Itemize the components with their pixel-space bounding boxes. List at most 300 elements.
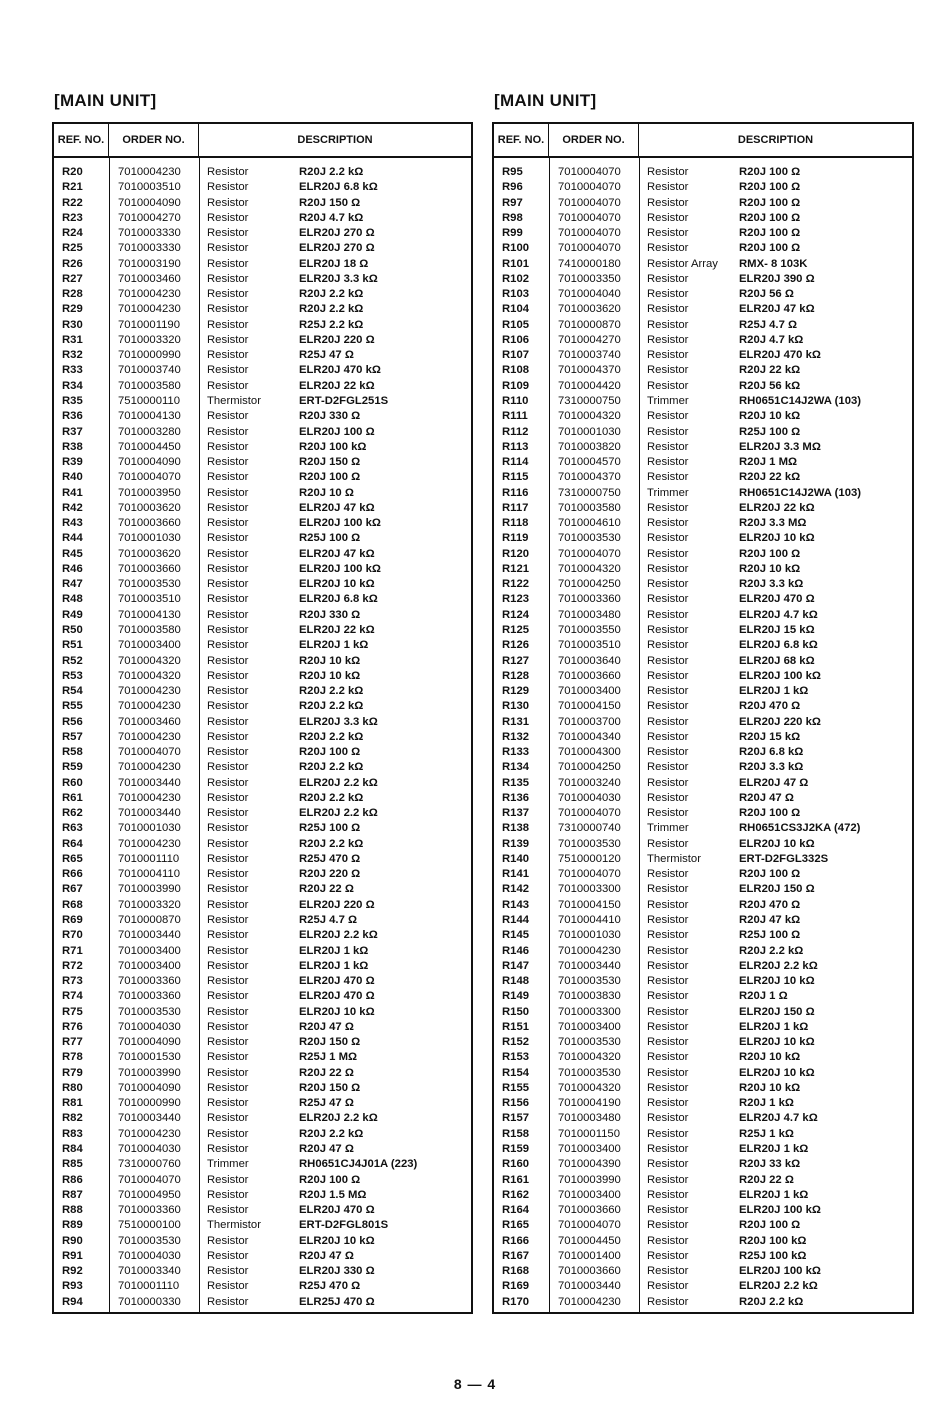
part-type-cell: Resistor xyxy=(207,715,249,728)
part-type-cell: Resistor xyxy=(207,318,249,331)
spec-cell: R20J 10 kΩ xyxy=(739,1051,801,1064)
spec-cell: R20J 100 Ω xyxy=(739,227,801,240)
order-no-cell: 7010004230 xyxy=(118,166,181,178)
order-no-cell: 7310000740 xyxy=(558,822,621,835)
part-type-cell: Resistor xyxy=(207,227,249,240)
order-no-cell: 7010003360 xyxy=(118,975,181,988)
order-no-cell: 7010003580 xyxy=(118,379,181,392)
order-no-cell: 7010003330 xyxy=(118,242,181,255)
table-row xyxy=(494,272,912,287)
table-row xyxy=(54,455,471,470)
order-no-cell: 7010000990 xyxy=(118,349,181,362)
part-type-cell: Resistor xyxy=(207,776,249,789)
table-row xyxy=(54,730,471,745)
order-no-cell: 7010004230 xyxy=(118,685,181,698)
spec-cell: ELR20J 10 kΩ xyxy=(299,578,375,591)
part-type-cell: Resistor xyxy=(647,1020,689,1033)
ref-no-cell: R151 xyxy=(502,1020,530,1033)
order-no-cell: 7010004610 xyxy=(558,517,621,530)
table-row xyxy=(494,211,912,226)
ref-no-cell: R141 xyxy=(502,868,530,881)
part-type-cell: Resistor xyxy=(207,959,249,972)
order-no-cell: 7010003830 xyxy=(558,990,621,1003)
spec-cell: R20J 22 kΩ xyxy=(739,364,801,377)
spec-cell: R20J 100 Ω xyxy=(739,196,801,209)
table-row xyxy=(54,623,471,638)
order-no-cell: 7010003990 xyxy=(118,883,181,896)
table-row xyxy=(494,1035,912,1050)
spec-cell: R25J 1 MΩ xyxy=(299,1051,358,1064)
table-row xyxy=(54,1188,471,1203)
order-no-cell: 7010003990 xyxy=(118,1066,181,1079)
ref-no-cell: R126 xyxy=(502,639,530,652)
ref-no-cell: R148 xyxy=(502,975,530,988)
ref-no-cell: R98 xyxy=(502,211,523,224)
order-no-cell: 7010003660 xyxy=(118,517,181,530)
order-no-cell: 7010003190 xyxy=(118,257,181,270)
order-no-cell: 7010004320 xyxy=(558,410,621,423)
table-row xyxy=(494,379,912,394)
order-no-cell: 7010004070 xyxy=(558,196,621,209)
part-type-cell: Resistor xyxy=(647,1188,689,1201)
table-row xyxy=(54,959,471,974)
spec-cell: R20J 2.2 kΩ xyxy=(299,761,364,774)
order-no-cell: 7010004230 xyxy=(118,700,181,713)
ref-no-cell: R22 xyxy=(62,196,83,209)
part-type-cell: Resistor xyxy=(647,166,689,178)
ref-no-cell: R61 xyxy=(62,791,83,804)
part-type-cell: Resistor xyxy=(647,898,689,911)
ref-no-cell: R107 xyxy=(502,349,530,362)
order-no-cell: 7010004320 xyxy=(118,654,181,667)
order-no-cell: 7310000750 xyxy=(558,486,621,499)
ref-no-cell: R80 xyxy=(62,1081,83,1094)
spec-cell: R20J 10 kΩ xyxy=(739,562,801,575)
order-no-cell: 7010001110 xyxy=(118,852,180,865)
ref-no-cell: R167 xyxy=(502,1249,530,1262)
part-type-cell: Resistor xyxy=(647,227,689,240)
part-type-cell: Trimmer xyxy=(207,1158,249,1171)
order-no-cell: 7010003480 xyxy=(558,608,621,621)
table-row xyxy=(494,1142,912,1157)
order-no-cell: 7010004070 xyxy=(558,227,621,240)
spec-cell: R25J 1 kΩ xyxy=(739,1127,794,1140)
order-no-cell: 7010003530 xyxy=(118,1234,181,1247)
spec-cell: R20J 1.5 MΩ xyxy=(299,1188,367,1201)
table-row xyxy=(494,1264,912,1279)
ref-no-cell: R115 xyxy=(502,471,529,484)
table-row xyxy=(54,944,471,959)
part-type-cell: Resistor xyxy=(207,1265,249,1278)
table-row xyxy=(494,1096,912,1111)
table-row xyxy=(494,669,912,684)
table-row xyxy=(494,745,912,760)
ref-no-cell: R160 xyxy=(502,1158,530,1171)
table-row xyxy=(54,1111,471,1126)
part-type-cell: Resistor xyxy=(207,700,249,713)
table-row xyxy=(494,562,912,577)
header-description: DESCRIPTION xyxy=(737,134,814,146)
ref-no-cell: R114 xyxy=(502,456,529,469)
order-no-cell: 7010004420 xyxy=(558,379,621,392)
spec-cell: ELR20J 47 kΩ xyxy=(299,547,375,560)
order-no-cell: 7010003400 xyxy=(118,944,181,957)
ref-no-cell: R51 xyxy=(62,639,83,652)
order-no-cell: 7010004090 xyxy=(118,196,181,209)
spec-cell: R20J 100 Ω xyxy=(739,1219,801,1232)
ref-no-cell: R118 xyxy=(502,517,529,530)
table-row xyxy=(494,1050,912,1065)
ref-no-cell: R149 xyxy=(502,990,530,1003)
part-type-cell: Resistor xyxy=(207,1249,249,1262)
ref-no-cell: R52 xyxy=(62,654,83,667)
table-row xyxy=(54,928,471,943)
order-no-cell: 7010001190 xyxy=(118,318,180,331)
part-type-cell: Trimmer xyxy=(647,394,689,407)
spec-cell: ELR20J 6.8 kΩ xyxy=(299,593,378,606)
ref-no-cell: R155 xyxy=(502,1081,530,1094)
part-type-cell: Resistor xyxy=(207,639,249,652)
left-parts-section xyxy=(52,90,473,1314)
spec-cell: R20J 4.7 kΩ xyxy=(299,211,364,224)
spec-cell: ELR20J 22 kΩ xyxy=(739,501,815,514)
spec-cell: ELR20J 100 kΩ xyxy=(739,1204,821,1217)
table-row xyxy=(494,333,912,348)
spec-cell: ELR20J 470 Ω xyxy=(739,593,815,606)
order-no-cell: 7010004070 xyxy=(558,181,621,194)
table-row xyxy=(54,913,471,928)
spec-cell: R20J 220 Ω xyxy=(299,868,361,881)
spec-cell: R20J 1 Ω xyxy=(739,990,788,1003)
order-no-cell: 7010004340 xyxy=(558,730,621,743)
part-type-cell: Resistor xyxy=(207,654,249,667)
part-type-cell: Resistor xyxy=(647,593,689,606)
order-no-cell: 7010004570 xyxy=(558,456,621,469)
spec-cell: ELR20J 220 Ω xyxy=(299,333,375,346)
order-no-cell: 7010004130 xyxy=(118,410,181,423)
order-no-cell: 7010003350 xyxy=(558,272,621,285)
ref-no-cell: R32 xyxy=(62,349,83,362)
part-type-cell: Resistor xyxy=(207,1173,249,1186)
order-no-cell: 7010001400 xyxy=(558,1249,621,1262)
ref-no-cell: R113 xyxy=(502,440,529,453)
order-no-cell: 7010004030 xyxy=(118,1143,181,1155)
ref-no-cell: R165 xyxy=(502,1219,530,1232)
order-no-cell: 7010004230 xyxy=(118,837,181,850)
table-row xyxy=(494,1157,912,1172)
part-type-cell: Resistor xyxy=(207,1036,249,1049)
spec-cell: R20J 100 kΩ xyxy=(739,1234,807,1247)
header-ref-no: REF. NO. xyxy=(54,124,109,156)
spec-cell: R20J 3.3 MΩ xyxy=(739,517,807,530)
ref-no-cell: R70 xyxy=(62,929,83,942)
table-row xyxy=(54,196,471,211)
section-title: [MAIN UNIT] xyxy=(494,91,597,110)
part-type-cell: Resistor xyxy=(647,1005,689,1018)
spec-cell: ELR20J 22 kΩ xyxy=(299,623,375,636)
header-description: DESCRIPTION xyxy=(297,134,373,146)
table-row xyxy=(54,776,471,791)
order-no-cell: 7010003660 xyxy=(118,562,181,575)
spec-cell: R25J 100 Ω xyxy=(299,532,361,545)
spec-cell: R20J 10 kΩ xyxy=(299,654,361,667)
order-no-cell: 7010004250 xyxy=(558,761,621,774)
table-row xyxy=(494,928,912,943)
ref-no-cell: R71 xyxy=(62,944,83,957)
spec-cell: ELR20J 1 kΩ xyxy=(299,959,369,972)
ref-no-cell: R97 xyxy=(502,196,523,209)
order-no-cell: 7010004130 xyxy=(118,608,181,621)
order-no-cell: 7010000990 xyxy=(118,1097,181,1110)
part-type-cell: Resistor xyxy=(647,1066,689,1079)
ref-no-cell: R134 xyxy=(502,761,530,774)
table-row xyxy=(54,180,471,195)
ref-no-cell: R116 xyxy=(502,486,529,499)
order-no-cell: 7010004070 xyxy=(558,242,621,255)
table-row xyxy=(494,425,912,440)
ref-no-cell: R154 xyxy=(502,1066,530,1079)
part-type-cell: Resistor xyxy=(207,501,249,514)
order-no-cell: 7010004150 xyxy=(558,898,621,911)
part-type-cell: Resistor xyxy=(647,791,689,804)
order-no-cell: 7010003330 xyxy=(118,227,181,240)
table-row xyxy=(494,852,912,867)
part-type-cell: Trimmer xyxy=(647,486,689,499)
spec-cell: ELR20J 220 Ω xyxy=(299,898,375,911)
part-type-cell: Resistor xyxy=(647,1051,689,1064)
ref-no-cell: R40 xyxy=(62,471,83,484)
order-no-cell: 7010003660 xyxy=(558,1204,621,1217)
table-row xyxy=(54,898,471,913)
table-row xyxy=(494,608,912,623)
table-row xyxy=(494,516,912,531)
part-type-cell: Resistor xyxy=(207,272,249,285)
part-type-cell: Resistor xyxy=(647,715,689,728)
ref-no-cell: R88 xyxy=(62,1204,83,1217)
spec-cell: R20J 2.2 kΩ xyxy=(739,1295,804,1308)
table-row xyxy=(494,1218,912,1233)
spec-cell: ELR20J 2.2 kΩ xyxy=(299,1112,378,1125)
ref-no-cell: R120 xyxy=(502,547,530,560)
table-row xyxy=(54,501,471,516)
table-row xyxy=(54,837,471,852)
spec-cell: RMX- 8 103K xyxy=(739,257,808,270)
spec-cell: R25J 47 Ω xyxy=(299,1097,354,1110)
part-type-cell: Resistor xyxy=(207,1127,249,1140)
part-type-cell: Resistor xyxy=(207,303,249,316)
ref-no-cell: R62 xyxy=(62,807,83,820)
order-no-cell: 7010003740 xyxy=(118,364,181,377)
order-no-cell: 7010004040 xyxy=(558,288,621,301)
order-no-cell: 7010003530 xyxy=(558,837,621,850)
ref-no-cell: R111 xyxy=(502,410,528,423)
part-type-cell: Resistor xyxy=(207,761,249,774)
spec-cell: R20J 47 Ω xyxy=(299,1249,354,1262)
spec-cell: R25J 2.2 kΩ xyxy=(299,318,364,331)
order-no-cell: 7010003740 xyxy=(558,349,621,362)
ref-no-cell: R35 xyxy=(62,394,83,407)
table-row xyxy=(54,989,471,1004)
spec-cell: ELR20J 100 kΩ xyxy=(299,517,381,530)
part-type-cell: Resistor xyxy=(207,730,249,743)
ref-no-cell: R34 xyxy=(62,379,83,392)
spec-cell: ELR20J 470 kΩ xyxy=(299,364,381,377)
part-type-cell: Resistor xyxy=(647,746,689,759)
order-no-cell: 7010003300 xyxy=(558,883,621,896)
order-no-cell: 7010004070 xyxy=(558,807,621,820)
table-row xyxy=(54,1142,471,1157)
order-no-cell: 7010004090 xyxy=(118,1036,181,1049)
part-type-cell: Resistor xyxy=(207,623,249,636)
part-type-cell: Resistor xyxy=(647,990,689,1003)
table-row xyxy=(494,577,912,592)
table-row xyxy=(54,577,471,592)
spec-cell: ELR20J 1 kΩ xyxy=(739,1143,809,1155)
ref-no-cell: R60 xyxy=(62,776,83,789)
spec-cell: R25J 100 Ω xyxy=(299,822,361,835)
table-row xyxy=(494,1173,912,1188)
part-type-cell: Resistor xyxy=(207,211,249,224)
order-no-cell: 7410000180 xyxy=(558,257,621,270)
table-row xyxy=(54,867,471,882)
order-no-cell: 7010003360 xyxy=(558,593,621,606)
table-row xyxy=(54,1050,471,1065)
table-row xyxy=(494,501,912,516)
spec-cell: ELR20J 10 kΩ xyxy=(739,1066,815,1079)
order-no-cell: 7010003360 xyxy=(118,1204,181,1217)
part-type-cell: Resistor xyxy=(207,898,249,911)
order-no-cell: 7010004070 xyxy=(558,868,621,881)
ref-no-cell: R117 xyxy=(502,501,529,514)
spec-cell: R20J 47 Ω xyxy=(299,1143,354,1155)
table-row xyxy=(54,1234,471,1249)
spec-cell: ELR20J 1 kΩ xyxy=(299,944,369,957)
spec-cell: R20J 100 Ω xyxy=(299,1173,361,1186)
spec-cell: R20J 6.8 kΩ xyxy=(739,746,804,759)
ref-no-cell: R95 xyxy=(502,166,523,178)
part-type-cell: Resistor xyxy=(207,456,249,469)
part-type-cell: Resistor xyxy=(207,990,249,1003)
order-no-cell: 7010004410 xyxy=(558,914,621,927)
part-type-cell: Resistor xyxy=(207,547,249,560)
spec-cell: R20J 100 Ω xyxy=(739,242,801,255)
spec-cell: ELR20J 2.2 kΩ xyxy=(739,959,818,972)
ref-no-cell: R91 xyxy=(62,1249,83,1262)
part-type-cell: Resistor xyxy=(647,1097,689,1110)
spec-cell: ELR20J 3.3 kΩ xyxy=(299,272,378,285)
part-type-cell: Resistor xyxy=(647,303,689,316)
spec-cell: R20J 10 kΩ xyxy=(739,1081,801,1094)
order-no-cell: 7010003530 xyxy=(558,1066,621,1079)
order-no-cell: 7010003400 xyxy=(118,959,181,972)
part-type-cell: Resistor xyxy=(647,1280,689,1293)
parts-table xyxy=(492,122,914,1314)
ref-no-cell: R83 xyxy=(62,1127,83,1140)
order-no-cell: 7010004230 xyxy=(558,1295,621,1308)
spec-cell: R20J 2.2 kΩ xyxy=(299,303,364,316)
ref-no-cell: R59 xyxy=(62,761,83,774)
part-type-cell: Resistor xyxy=(647,929,689,942)
table-row xyxy=(54,318,471,333)
table-body xyxy=(54,158,471,1312)
part-type-cell: Resistor xyxy=(207,746,249,759)
table-row xyxy=(54,409,471,424)
ref-no-cell: R85 xyxy=(62,1158,83,1171)
spec-cell: ELR20J 10 kΩ xyxy=(299,1234,375,1247)
spec-cell: R20J 47 kΩ xyxy=(739,914,801,927)
ref-no-cell: R38 xyxy=(62,440,83,453)
order-no-cell: 7010003580 xyxy=(558,501,621,514)
ref-no-cell: R133 xyxy=(502,746,530,759)
part-type-cell: Resistor xyxy=(647,242,689,255)
ref-no-cell: R108 xyxy=(502,364,530,377)
spec-cell: RH0651C14J2WA (103) xyxy=(739,394,862,407)
spec-cell: ERT-D2FGL251S xyxy=(299,394,389,407)
table-row xyxy=(54,425,471,440)
spec-cell: R20J 100 Ω xyxy=(299,471,361,484)
table-row xyxy=(54,1020,471,1035)
part-type-cell: Resistor xyxy=(647,654,689,667)
ref-no-cell: R121 xyxy=(502,562,530,575)
order-no-cell: 7010003400 xyxy=(118,639,181,652)
ref-no-cell: R78 xyxy=(62,1051,83,1064)
part-type-cell: Resistor xyxy=(647,776,689,789)
spec-cell: ELR20J 2.2 kΩ xyxy=(299,776,378,789)
part-type-cell: Resistor xyxy=(647,608,689,621)
order-no-cell: 7010003460 xyxy=(118,272,181,285)
ref-no-cell: R39 xyxy=(62,456,83,469)
table-rows xyxy=(54,158,471,1310)
order-no-cell: 7010003320 xyxy=(118,333,181,346)
order-no-cell: 7010003950 xyxy=(118,486,181,499)
order-no-cell: 7010004230 xyxy=(118,1127,181,1140)
part-type-cell: Resistor xyxy=(647,288,689,301)
table-row xyxy=(54,852,471,867)
order-no-cell: 7010003530 xyxy=(558,1036,621,1049)
ref-no-cell: R49 xyxy=(62,608,83,621)
spec-cell: R20J 2.2 kΩ xyxy=(299,837,364,850)
header-ref-no: REF. NO. xyxy=(494,124,549,156)
ref-no-cell: R142 xyxy=(502,883,530,896)
ref-no-cell: R147 xyxy=(502,959,530,972)
part-type-cell: Resistor xyxy=(647,623,689,636)
part-type-cell: Resistor xyxy=(207,1112,249,1125)
table-row xyxy=(494,944,912,959)
part-type-cell: Resistor xyxy=(647,318,689,331)
ref-no-cell: R158 xyxy=(502,1127,530,1140)
order-no-cell: 7010003280 xyxy=(118,425,181,438)
table-row xyxy=(494,623,912,638)
ref-no-cell: R20 xyxy=(62,166,83,178)
table-row xyxy=(54,226,471,241)
part-type-cell: Resistor xyxy=(647,685,689,698)
table-row xyxy=(54,486,471,501)
part-type-cell: Resistor xyxy=(207,807,249,820)
ref-no-cell: R37 xyxy=(62,425,83,438)
part-type-cell: Resistor xyxy=(207,1143,249,1155)
spec-cell: R20J 330 Ω xyxy=(299,608,361,621)
table-row xyxy=(54,669,471,684)
ref-no-cell: R104 xyxy=(502,303,530,316)
spec-cell: R25J 4.7 Ω xyxy=(739,318,798,331)
spec-cell: ELR20J 270 Ω xyxy=(299,227,375,240)
ref-no-cell: R170 xyxy=(502,1295,530,1308)
order-no-cell: 7010004070 xyxy=(118,471,181,484)
order-no-cell: 7010004320 xyxy=(118,669,181,682)
ref-no-cell: R24 xyxy=(62,227,83,240)
table-row xyxy=(54,745,471,760)
ref-no-cell: R135 xyxy=(502,776,530,789)
